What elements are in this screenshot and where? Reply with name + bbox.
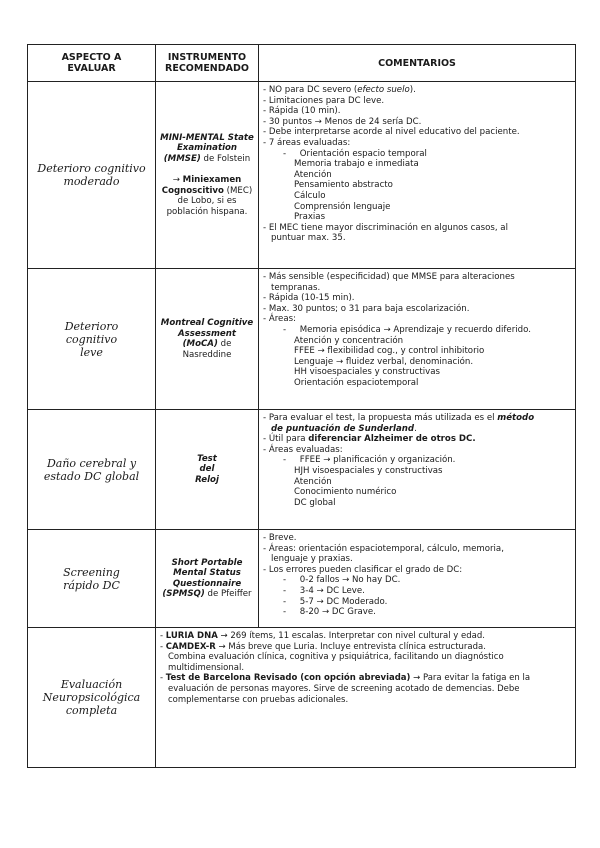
list-item: - 0-2 fallos → No hay DC. — [283, 575, 401, 586]
comment-line: tempranas. — [271, 282, 321, 293]
list-item: Orientación espaciotemporal — [294, 377, 419, 388]
instrument-cell — [156, 410, 259, 530]
table-row — [28, 82, 576, 269]
comment-line: - Más sensible (especificidad) que MMSE para alteraciones — [263, 272, 515, 282]
assessment-table — [27, 44, 576, 768]
comment-line: - Áreas: — [263, 314, 296, 325]
aspect-cell: Evaluación Neuropsicológica completa — [28, 628, 156, 768]
comment-line: - Debe interpretarse acorde al nivel educativo del paciente. — [263, 127, 520, 138]
list-item: Atención — [294, 169, 332, 180]
instrument-cell — [156, 269, 259, 410]
comment-line: - Breve. — [263, 533, 297, 543]
comment-line: multidimensional. — [168, 662, 245, 673]
comment-line: - Test de Barcelona Revisado (con opción abreviada) → Para evitar la fatiga en la — [160, 673, 531, 684]
comment-line: - LURIA DNA → 269 ítems, 11 escalas. Interpretar con nivel cultural y edad. — [160, 631, 485, 641]
comment-line: - Rápida (10 min). — [263, 106, 341, 117]
comment-line: puntuar max. 35. — [271, 233, 346, 244]
header-aspect: ASPECTO A EVALUAR — [28, 45, 156, 82]
table-row — [28, 628, 576, 768]
comment-line: evaluación de personas mayores. Sirve de screening acotado de demencias. Debe — [168, 683, 520, 694]
table-row — [28, 269, 576, 410]
list-item: Atención y concentración — [294, 335, 404, 346]
list-item: Cálculo — [294, 190, 326, 201]
comment-line: - Los errores pueden clasificar el grado de DC: — [263, 564, 463, 575]
instrument-name: Montreal Cognitive Assessment (MoCA) — [160, 318, 254, 349]
list-item: Atención — [294, 476, 332, 487]
list-item: - 3-4 → DC Leve. — [283, 585, 365, 596]
list-item: Praxias — [294, 212, 326, 223]
aspect-cell: Screening rápido DC — [28, 530, 156, 628]
header-comments: COMENTARIOS — [259, 45, 576, 82]
aspect-cell: Deterioro cognitivo leve — [28, 269, 156, 410]
list-item: - FFEE → planificación y organización. — [283, 455, 456, 466]
comment-line: de puntuación de Sunderland. — [271, 423, 417, 434]
comment-line: - NO para DC severo (efecto suelo). — [263, 85, 416, 95]
comment-line: - Útil para diferenciar Alzheimer de otros DC. — [263, 434, 476, 445]
list-item: - 5-7 → DC Moderado. — [283, 596, 388, 607]
aspect-cell: Deterioro cognitivo moderado — [28, 82, 156, 269]
comment-line: complementarse con pruebas adicionales. — [168, 694, 349, 705]
comment-line: - 30 puntos → Menos de 24 sería DC. — [263, 116, 422, 127]
comment-line: - 7 áreas evaluadas: — [263, 137, 351, 148]
instrument-name: MINI-MENTAL State Examination (MMSE) — [160, 132, 254, 164]
list-item: - 8-20 → DC Grave. — [283, 607, 376, 618]
comment-line: - Max. 30 puntos; o 31 para baja escolarización. — [263, 303, 470, 314]
table-row — [28, 410, 576, 530]
instrument-name: Test del Reloj — [195, 453, 219, 485]
instrument-suffix: de Folstein — [200, 153, 251, 164]
instrument-cell — [156, 530, 259, 628]
instrument-name: Short Portable Mental Status Questionnaire (SPMSQ) — [162, 557, 243, 599]
comment-line: - Áreas evaluadas: — [263, 444, 343, 455]
instrument-cell: MINI-MENTAL State Examination (MMSE) de Folstein → Miniexamen Cognoscitivo (MEC) de Lobo, si es población hispana. — [156, 82, 259, 269]
comment-line: - Áreas: orientación espaciotemporal, cálculo, memoria, — [263, 543, 504, 554]
comments-cell — [156, 628, 576, 768]
comments-cell — [259, 410, 576, 530]
instrument-suffix: de Nasreddine — [182, 339, 232, 360]
table-row — [28, 530, 576, 628]
comments-cell — [259, 530, 576, 628]
list-item: Memoria trabajo e inmediata — [294, 159, 419, 170]
list-item: HJH visoespaciales y constructivas — [294, 465, 443, 476]
comments-cell — [259, 269, 576, 410]
comments-cell — [259, 82, 576, 269]
comment-line: - Para evaluar el test, la propuesta más utilizada es el método — [263, 413, 535, 423]
list-item: DC global — [294, 497, 336, 508]
instrument-suffix: de Pfeiffer — [204, 589, 252, 599]
list-item: HH visoespaciales y constructivas — [294, 367, 440, 378]
comment-line: - CAMDEX-R → Más breve que Luria. Incluye entrevista clínica estructurada. — [160, 641, 486, 652]
comment-line: - Rápida (10-15 min). — [263, 293, 355, 304]
list-item: - Memoria episódica → Aprendizaje y recuerdo diferido. — [283, 324, 531, 335]
comment-line: lenguaje y praxias. — [271, 554, 353, 565]
comment-line: - El MEC tiene mayor discriminación en algunos casos, al — [263, 222, 508, 233]
list-item: Conocimiento numérico — [294, 487, 397, 498]
list-item: - Orientación espacio temporal — [283, 148, 427, 159]
instrument-alt-suffix: (MEC) de Lobo, si es población hispana. — [166, 185, 253, 217]
list-item: Comprensión lenguaje — [294, 201, 391, 212]
comment-line: Combina evaluación clínica, cognitiva y psiquiátrica, facilitando un diagnóstico — [168, 652, 504, 663]
list-item: FFEE → flexibilidad cog., y control inhibitorio — [294, 346, 485, 357]
list-item: Pensamiento abstracto — [294, 180, 393, 191]
aspect-cell: Daño cerebral y estado DC global — [28, 410, 156, 530]
list-item: Lenguaje → fluidez verbal, denominación. — [294, 356, 474, 367]
header-instrument: INSTRUMENTO RECOMENDADO — [156, 45, 259, 82]
instrument-alt-name: Miniexamen Cognoscitivo — [161, 175, 242, 196]
comment-line: - Limitaciones para DC leve. — [263, 95, 385, 106]
header-row — [28, 45, 576, 82]
